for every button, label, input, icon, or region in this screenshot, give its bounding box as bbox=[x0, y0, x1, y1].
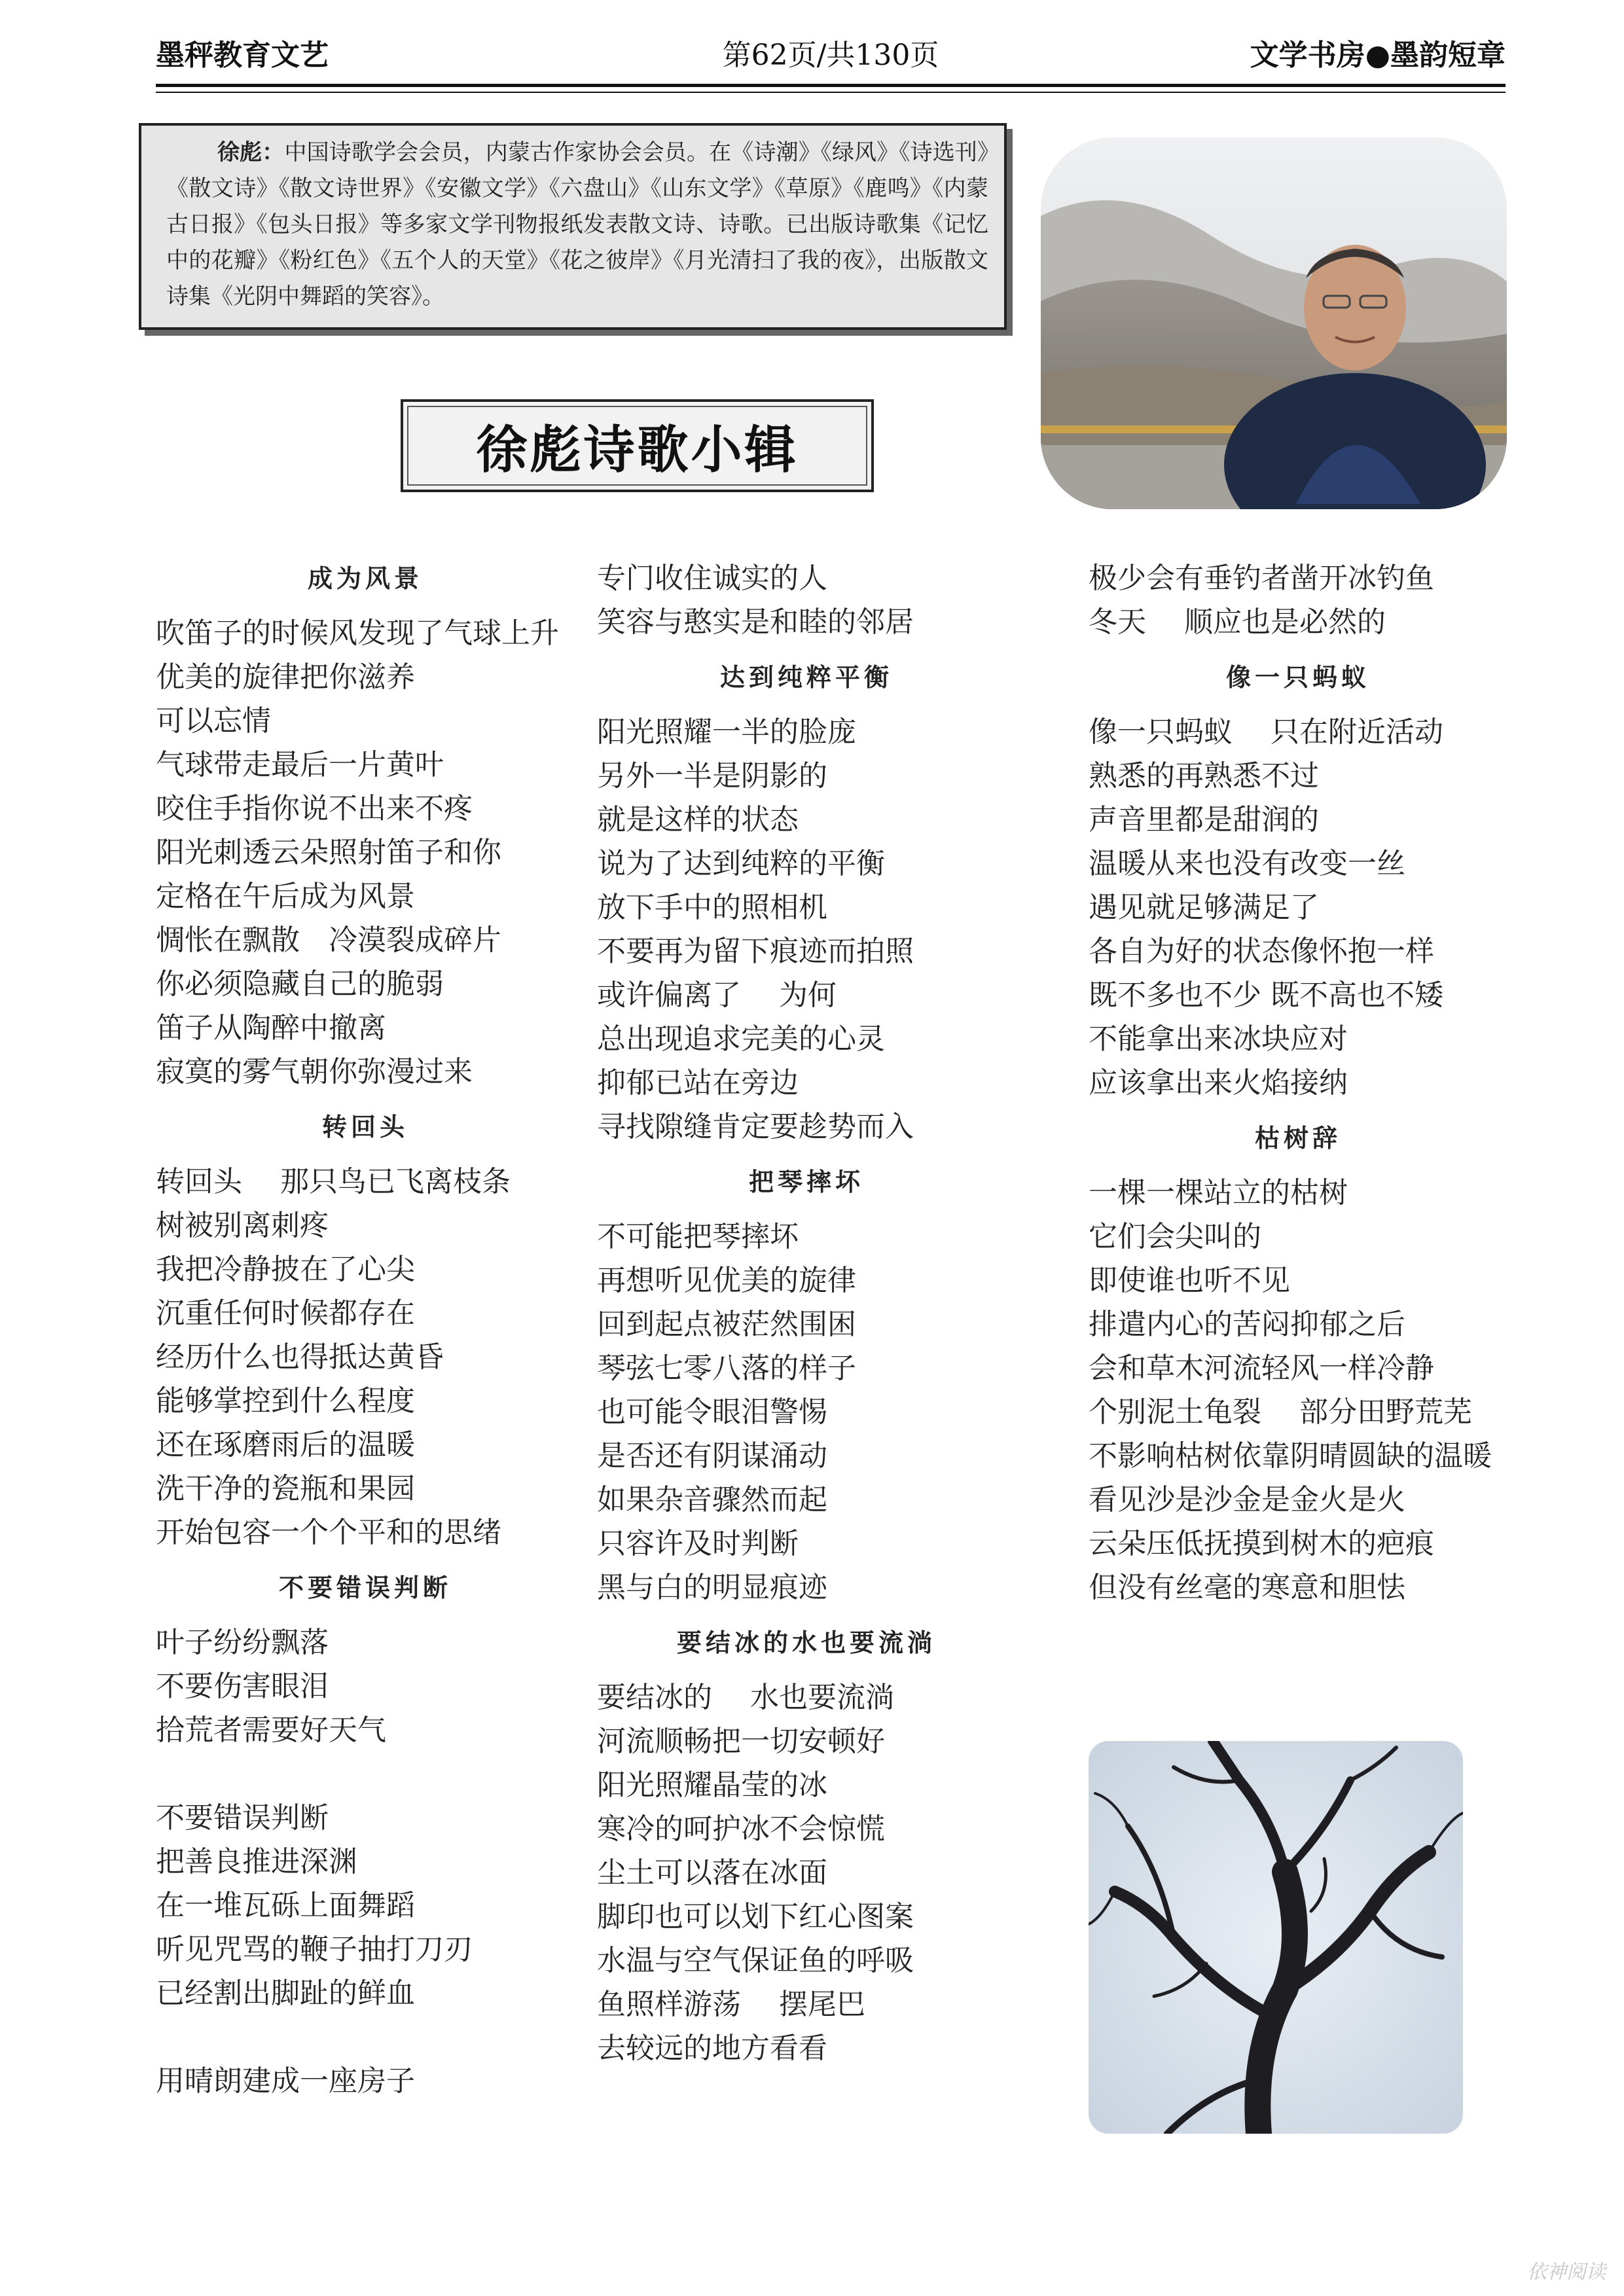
poem-line: 另外一半是阴影的 bbox=[597, 759, 827, 793]
poem-line: 黑与白的明显痕迹 bbox=[597, 1571, 827, 1604]
poem-line: 气球带走最后一片黄叶 bbox=[156, 748, 444, 781]
poem-column-1 bbox=[156, 556, 575, 2103]
poem-line: 遇见就足够满足了 bbox=[1089, 891, 1319, 924]
poem-line: 阳光照耀一半的脸庞 bbox=[597, 715, 856, 749]
collection-title: 徐彪诗歌小辑 bbox=[401, 399, 874, 492]
poem-line: 抑郁已站在旁边 bbox=[597, 1066, 799, 1100]
poem-line: 可以忘情 bbox=[156, 704, 271, 738]
magazine-name: 墨秤教育文艺 bbox=[156, 39, 329, 72]
poem-line: 阳光照耀晶莹的冰 bbox=[597, 1768, 827, 1802]
poem-line: 像一只蚂蚁 只在附近活动 bbox=[1089, 715, 1443, 749]
poem-line: 不影响枯树依靠阴晴圆缺的温暖 bbox=[1089, 1439, 1492, 1473]
poem-line: 说为了达到纯粹的平衡 bbox=[597, 847, 885, 880]
poem-line: 笑容与憨实是和睦的邻居 bbox=[597, 605, 914, 639]
poem-line: 个别泥土龟裂 部分田野荒芜 bbox=[1089, 1395, 1472, 1429]
poem-line: 尘土可以落在冰面 bbox=[597, 1856, 827, 1890]
poem-line: 会和草木河流轻风一样冷静 bbox=[1089, 1352, 1434, 1385]
watermark: 依神阅读 bbox=[1527, 2261, 1606, 2284]
poem-line: 吹笛子的时候风发现了气球上升 bbox=[156, 617, 559, 650]
bare-tree-photo bbox=[1089, 1741, 1463, 2134]
poem-line: 既不多也不少 既不高也不矮 bbox=[1089, 978, 1443, 1012]
poem-line: 看见沙是沙金是金火是火 bbox=[1089, 1483, 1405, 1516]
poem-line: 定格在午后成为风景 bbox=[156, 880, 415, 913]
poem-line: 总出现追求完美的心灵 bbox=[597, 1022, 885, 1056]
poem-title: 成为风景 bbox=[307, 564, 423, 593]
poem-line: 专门收住诚实的人 bbox=[597, 562, 827, 595]
poem-line: 琴弦七零八落的样子 bbox=[597, 1352, 856, 1385]
stanza-break bbox=[156, 2015, 575, 2059]
poem-line: 还在琢磨雨后的温暖 bbox=[156, 1428, 415, 1462]
poem-line: 鱼照样游荡 摆尾巴 bbox=[597, 1988, 865, 2021]
poem-line: 不要错误判断 bbox=[156, 1801, 329, 1835]
page-header bbox=[156, 31, 1506, 77]
poem-line: 就是这样的状态 bbox=[597, 803, 799, 836]
poem-line: 你必须隐藏自己的脆弱 bbox=[156, 967, 444, 1001]
poem-line: 开始包容一个个平和的思绪 bbox=[156, 1516, 501, 1549]
poem-column-3 bbox=[1089, 556, 1507, 1609]
poem-line: 也可能令眼泪警惕 bbox=[597, 1395, 827, 1429]
poem-line: 只容许及时判断 bbox=[597, 1527, 799, 1560]
poem-line: 应该拿出来火焰接纳 bbox=[1089, 1066, 1348, 1100]
poem-line: 能够掌控到什么程度 bbox=[156, 1384, 415, 1418]
poem-line: 排遣内心的苦闷抑郁之后 bbox=[1089, 1308, 1405, 1341]
poem-line: 一棵一棵站立的枯树 bbox=[1089, 1176, 1348, 1210]
poem-line: 已经割出脚趾的鲜血 bbox=[156, 1977, 415, 2010]
author-bio-text: 中国诗歌学会会员，内蒙古作家协会会员。在《诗潮》《绿风》《诗选刊》《散文诗》《散文诗世界》《安徽文学》《六盘山》《山东文学》《草原》《鹿鸣》《内蒙古日报》《包头日报》等多家文学刊物报纸发表散文诗、诗歌。已出版诗歌集《记忆中的花瓣》《粉红色》《五个人的天堂》《花之彼岸》《月光清扫了我的夜》，出版散文诗集《光阴中舞蹈的笑容》。 bbox=[166, 139, 989, 310]
poem-line: 河流顺畅把一切安顿好 bbox=[597, 1725, 885, 1758]
poem-line: 温暖从来也没有改变一丝 bbox=[1089, 847, 1405, 880]
poem-line: 不可能把琴摔坏 bbox=[597, 1220, 799, 1253]
poem-line: 我把冷静披在了心尖 bbox=[156, 1253, 415, 1286]
poem-title: 要结冰的水也要流淌 bbox=[676, 1628, 936, 1657]
poem-line: 树被别离刺疼 bbox=[156, 1209, 329, 1242]
author-bio-box bbox=[139, 123, 1007, 330]
poem-line: 拾荒者需要好天气 bbox=[156, 1713, 386, 1747]
poem-line: 声音里都是甜润的 bbox=[1089, 803, 1319, 836]
poem-line: 听见咒骂的鞭子抽打刀刃 bbox=[156, 1933, 473, 1966]
poem-line: 寂寞的雾气朝你弥漫过来 bbox=[156, 1055, 473, 1088]
poem-line: 不要伤害眼泪 bbox=[156, 1670, 329, 1703]
poem-line: 惆怅在飘散 冷漠裂成碎片 bbox=[156, 924, 501, 957]
poem-title: 把琴摔坏 bbox=[748, 1167, 864, 1196]
stanza-break bbox=[156, 1752, 575, 1796]
poem-title: 达到纯粹平衡 bbox=[719, 662, 893, 692]
poem-line: 要结冰的 水也要流淌 bbox=[597, 1681, 894, 1714]
poem-line: 把善良推进深渊 bbox=[156, 1845, 357, 1878]
poem-title: 转回头 bbox=[321, 1112, 408, 1141]
poem-column-2 bbox=[597, 556, 1016, 2070]
poem-line: 去较远的地方看看 bbox=[597, 2032, 827, 2065]
section-name: 文学书房●墨韵短章 bbox=[1250, 39, 1506, 72]
poem-line: 如果杂音骤然而起 bbox=[597, 1483, 827, 1516]
poem-line: 洗干净的瓷瓶和果园 bbox=[156, 1472, 415, 1505]
poem-line: 水温与空气保证鱼的呼吸 bbox=[597, 1944, 914, 1977]
poem-line: 极少会有垂钓者凿开冰钓鱼 bbox=[1089, 562, 1434, 595]
poem-line: 叶子纷纷飘落 bbox=[156, 1626, 329, 1659]
poem-line: 用晴朗建成一座房子 bbox=[156, 2064, 415, 2098]
poem-line: 但没有丝毫的寒意和胆怯 bbox=[1089, 1571, 1405, 1604]
header-rule-thin bbox=[156, 92, 1506, 93]
poem-line: 云朵压低抚摸到树木的疤痕 bbox=[1089, 1527, 1434, 1560]
poem-line: 即使谁也听不见 bbox=[1089, 1264, 1290, 1297]
page-number: 第62页/共130页 bbox=[722, 39, 939, 72]
author-name: 徐彪： bbox=[217, 139, 285, 166]
poem-line: 回到起点被茫然围困 bbox=[597, 1308, 856, 1341]
poem-title: 像一只蚂蚁 bbox=[1225, 662, 1370, 692]
poem-line: 转回头 那只鸟已飞离枝条 bbox=[156, 1165, 511, 1198]
poem-line: 各自为好的状态像怀抱一样 bbox=[1089, 935, 1434, 968]
poem-line: 熟悉的再熟悉不过 bbox=[1089, 759, 1319, 793]
poem-line: 是否还有阴谋涌动 bbox=[597, 1439, 827, 1473]
author-portrait bbox=[1041, 137, 1507, 509]
poem-line: 经历什么也得抵达黄昏 bbox=[156, 1340, 444, 1374]
poem-line: 它们会尖叫的 bbox=[1089, 1220, 1261, 1253]
poem-line: 不要再为留下痕迹而拍照 bbox=[597, 935, 914, 968]
poem-line: 沉重任何时候都存在 bbox=[156, 1297, 415, 1330]
poem-line: 优美的旋律把你滋养 bbox=[156, 660, 415, 694]
poem-line: 笛子从陶醉中撤离 bbox=[156, 1011, 386, 1045]
poem-title: 枯树辞 bbox=[1254, 1123, 1341, 1153]
poem-line: 再想听见优美的旋律 bbox=[597, 1264, 856, 1297]
poem-line: 咬住手指你说不出来不疼 bbox=[156, 792, 473, 825]
header-rule bbox=[156, 84, 1506, 87]
poem-line: 阳光刺透云朵照射笛子和你 bbox=[156, 836, 501, 869]
poem-line: 或许偏离了 为何 bbox=[597, 978, 837, 1012]
poem-line: 寒冷的呵护冰不会惊慌 bbox=[597, 1812, 885, 1846]
poem-line: 放下手中的照相机 bbox=[597, 891, 827, 924]
poem-title: 不要错误判断 bbox=[278, 1573, 452, 1602]
poem-line: 寻找隙缝肯定要趁势而入 bbox=[597, 1110, 914, 1143]
poem-line: 不能拿出来冰块应对 bbox=[1089, 1022, 1348, 1056]
poem-line: 脚印也可以划下红心图案 bbox=[597, 1900, 914, 1933]
poem-line: 在一堆瓦砾上面舞蹈 bbox=[156, 1889, 415, 1922]
poem-line: 冬天 顺应也是必然的 bbox=[1089, 605, 1386, 639]
